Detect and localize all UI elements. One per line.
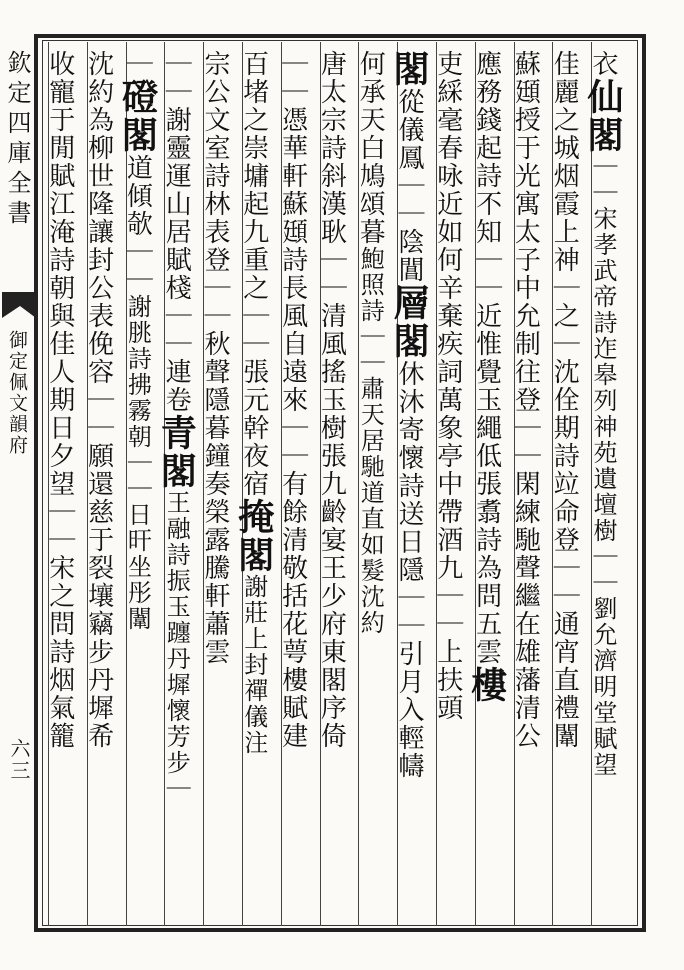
- entry-heading: 閣: [387, 50, 430, 88]
- entry-text: 奏榮露騰軒蕭雲: [199, 470, 230, 666]
- text-column: [277, 50, 316, 926]
- entry-text: 唐太宗詩斜漢耿｜｜清風搖玉樹張九齡宴王少府東閣序倚: [316, 50, 347, 750]
- entry-heading: 磴閣: [116, 78, 159, 154]
- text-column: [155, 50, 199, 926]
- entry-text: 休沐寄懷詩送日隱｜｜引月入輕幬: [393, 360, 424, 780]
- entry-text: ｜｜憑華軒蘇頲詩長風自遠來｜｜有餘清敬括花萼樓賦建: [277, 50, 308, 750]
- entry-heading: 樓: [465, 666, 508, 704]
- text-column: [316, 50, 355, 926]
- entry-text: 從儀鳳｜｜陰閶: [393, 88, 424, 284]
- margin-subtitle: 御定佩文韻府: [6, 330, 28, 456]
- text-column: [199, 50, 238, 926]
- text-column: [581, 50, 626, 926]
- entry-text: ｜｜宋孝武帝詩迮皋列神苑遺壇樹｜｜劉允濟明堂賦望: [588, 154, 617, 778]
- entry-heading: 掩閣: [232, 498, 275, 574]
- text-column: [387, 50, 432, 926]
- entry-text: 謝莊上封禪儀注: [239, 574, 268, 756]
- entry-heading: 仙閣: [581, 78, 624, 154]
- entry-text: 道傾欹｜｜: [122, 154, 153, 294]
- text-column: [83, 50, 122, 926]
- fishtail-mark-icon: [0, 290, 38, 320]
- entry-text: 收寵于閒賦江淹詩朝與佳人期日夕望｜｜宋之問詩烟氣籠: [44, 50, 75, 750]
- text-column: [548, 50, 587, 926]
- text-column: [432, 50, 471, 926]
- entry-text: ｜｜謝靈運山居賦棧｜｜連卷: [161, 50, 192, 414]
- entry-text: 蘇頲授于光寓太子中允制往登｜｜閑練馳聲繼在雄藩清公: [510, 50, 541, 750]
- text-column: [116, 50, 161, 926]
- entry-text: 王融詩振玉躔丹墀懷芳步｜: [162, 490, 191, 802]
- entry-text: ｜: [122, 50, 153, 78]
- entry-text: 宗公文室詩林表登｜｜秋聲隱暮鐘: [199, 50, 230, 470]
- text-column: [232, 50, 277, 926]
- entry-text: 鮑照詩｜｜肅天居馳道直如髮沈約: [356, 246, 385, 636]
- text-column: [510, 50, 549, 926]
- entry-text: 佳麗之城烟霞上神｜之｜沈佺期詩竝命登｜｜通宵直禮闈: [549, 50, 580, 750]
- entry-text: 謝朓詩拂霧朝｜｜日旰坐彤闈: [123, 294, 152, 632]
- margin-book-title: 欽定四庫全書: [3, 50, 31, 230]
- entry-heading: 層閣: [387, 284, 430, 360]
- entry-text: 百堵之崇墉起九重之｜｜張元幹夜宿: [238, 50, 269, 498]
- entry-text: 何承天白鳩頌暮: [355, 50, 386, 246]
- entry-text: 沈約為柳世隆讓封公表俛容｜｜願還慈于裂壤竊步丹墀希: [83, 50, 114, 750]
- entry-text: 衣: [587, 50, 618, 78]
- entry-heading: 青閣: [155, 414, 198, 490]
- entry-text: 應務錢起詩不知｜｜近惟覺玉繩低張翥詩為問五雲: [471, 50, 502, 666]
- text-column: [354, 50, 393, 926]
- page-number: 六三: [7, 738, 31, 782]
- text-column: [44, 50, 83, 926]
- entry-text: 吏綵毫春咏近如何辛棄疾詞萬象亭中帶酒九｜｜上扶頭: [432, 50, 463, 722]
- text-column: [465, 50, 510, 926]
